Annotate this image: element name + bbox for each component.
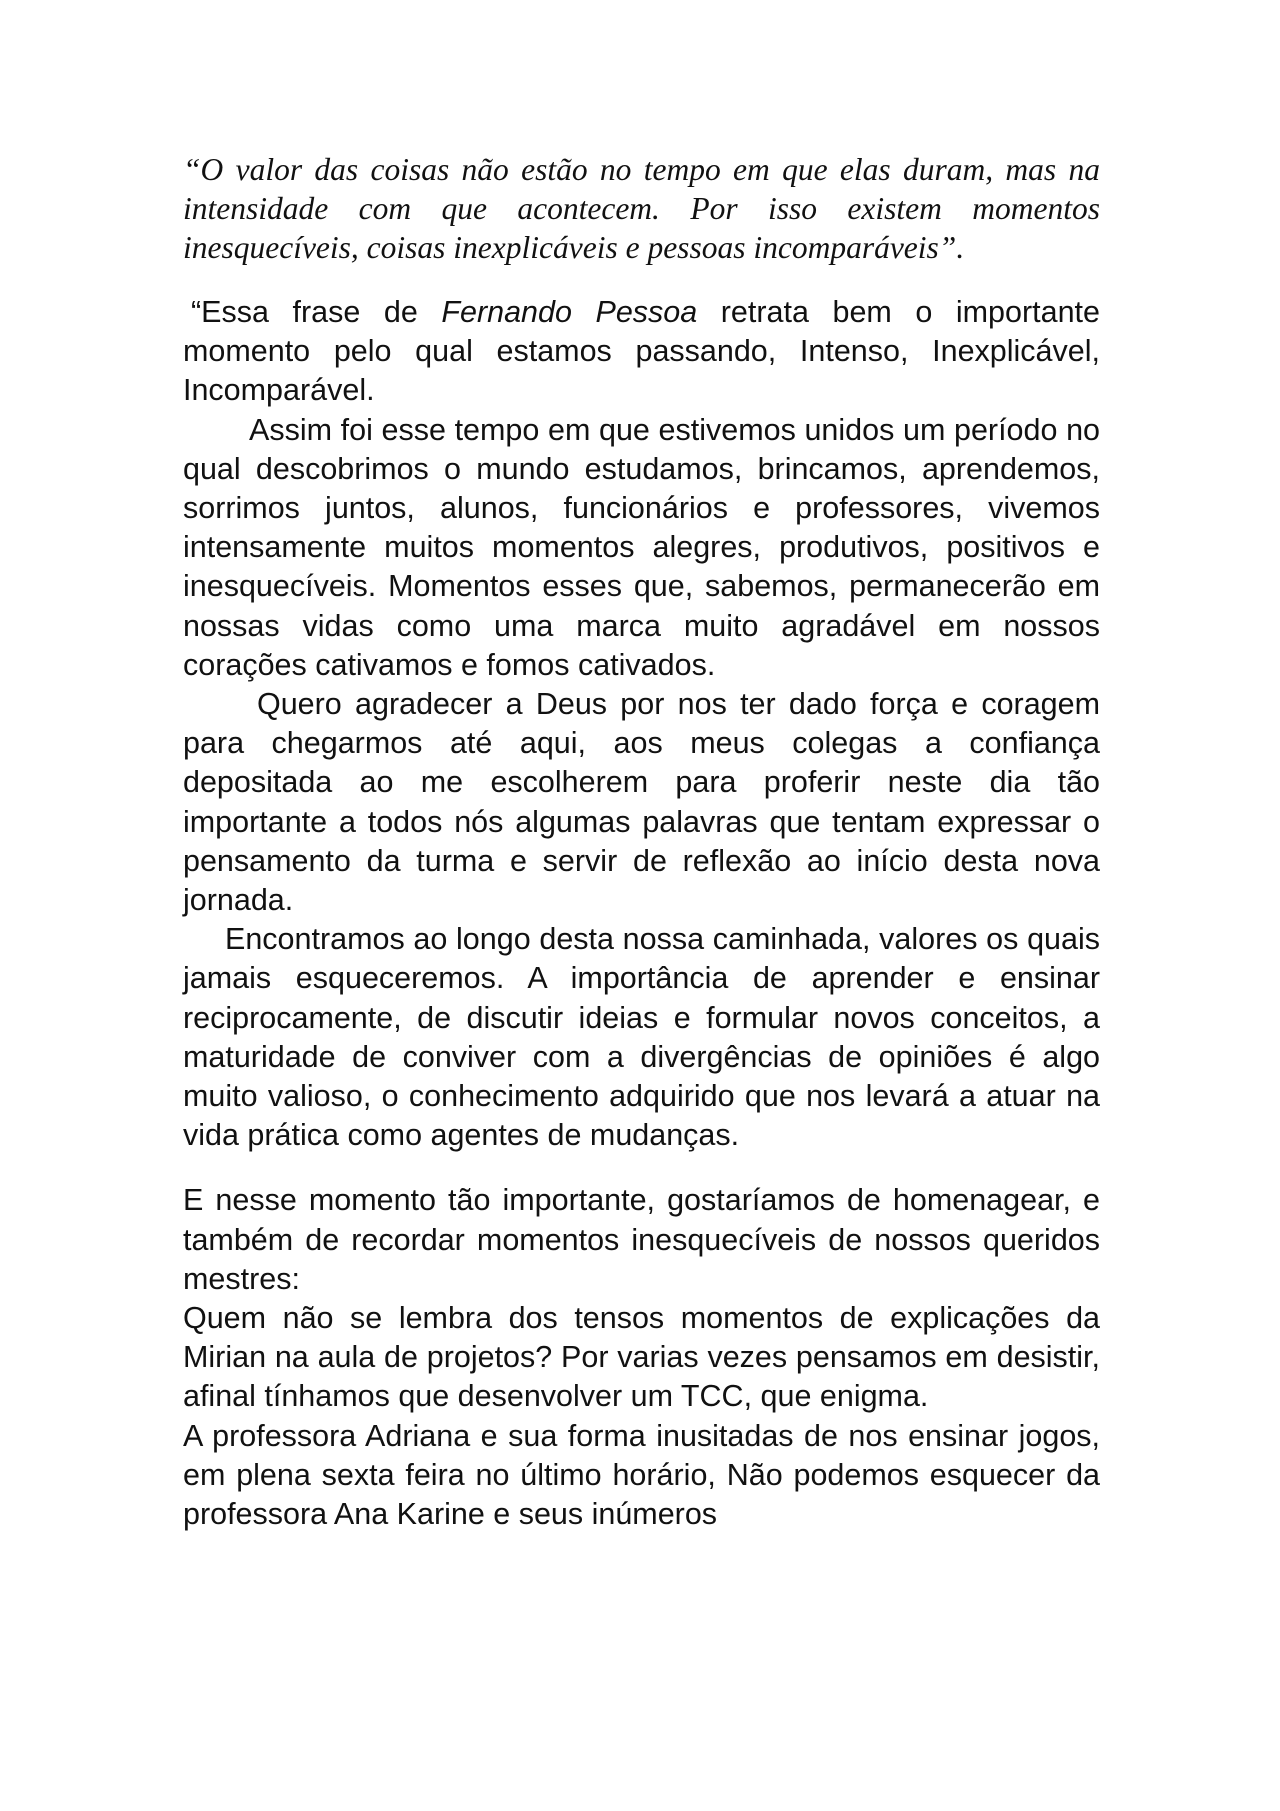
paragraph-adriana: A professora Adriana e sua forma inusitadas de nos ensinar jogos, em plena sexta feira no último horário, Não podemos esquecer da professora Ana Karine e seus inúmeros <box>183 1418 1100 1532</box>
document-page <box>183 150 1100 1534</box>
paragraph-thanks: Quero agradecer a Deus por nos ter dado força e coragem para chegarmos até aqui, aos meus colegas a confiança depositada ao me escolherem para proferir neste dia tão importante a todos nós algumas palavras que tentam expressar o pensamento da turma e servir de reflexão ao início desta nova jornada. <box>183 687 1100 918</box>
paragraph-time-together: Assim foi esse tempo em que estivemos unidos um período no qual descobrimos o mundo estudamos, brincamos, aprendemos, sorrimos juntos, alunos, funcionários e professores, vivemos intensamente muitos momentos alegres, produtivos, positivos e inesquecíveis. Momentos esses que, sabemos, permanecerão em nossas vidas como uma marca muito agradável em nossos corações cativamos e fomos cativados. <box>183 412 1100 682</box>
paragraph-values: Encontramos ao longo desta nossa caminhada, valores os quais jamais esqueceremos. A importância de aprender e ensinar reciprocamente, de discutir ideias e formular novos conceitos, a maturidade de conviver com a divergências de opiniões é algo muito valioso, o conhecimento adquirido que nos levará a atuar na vida prática como agentes de mudanças. <box>183 922 1100 1153</box>
paragraph-intro <box>183 293 1100 411</box>
epigraph-quote: “O valor das coisas não estão no tempo em que elas duram, mas na intensidade com que acontecem. Por isso existem momentos inesquecíveis, coisas inexplicáveis e pessoas incomparáveis”. <box>183 152 1100 265</box>
intro-text-start: “Essa frase de <box>191 295 442 329</box>
paragraph-homage: E nesse momento tão importante, gostaríamos de homenagear, e também de recordar momentos inesquecíveis de nossos queridos mestres: <box>183 1183 1100 1296</box>
paragraph-mirian: Quem não se lembra dos tensos momentos de explicações da Mirian na aula de projetos? Por varias vezes pensamos em desistir, afinal tínhamos que desenvolver um TCC, que enigma. <box>183 1301 1100 1414</box>
author-name: Fernando Pessoa <box>441 295 698 329</box>
intro-text-end: retrata bem o importante momento pelo qual estamos passando, Intenso, Inexplicável, Incomparável. <box>183 295 1100 408</box>
